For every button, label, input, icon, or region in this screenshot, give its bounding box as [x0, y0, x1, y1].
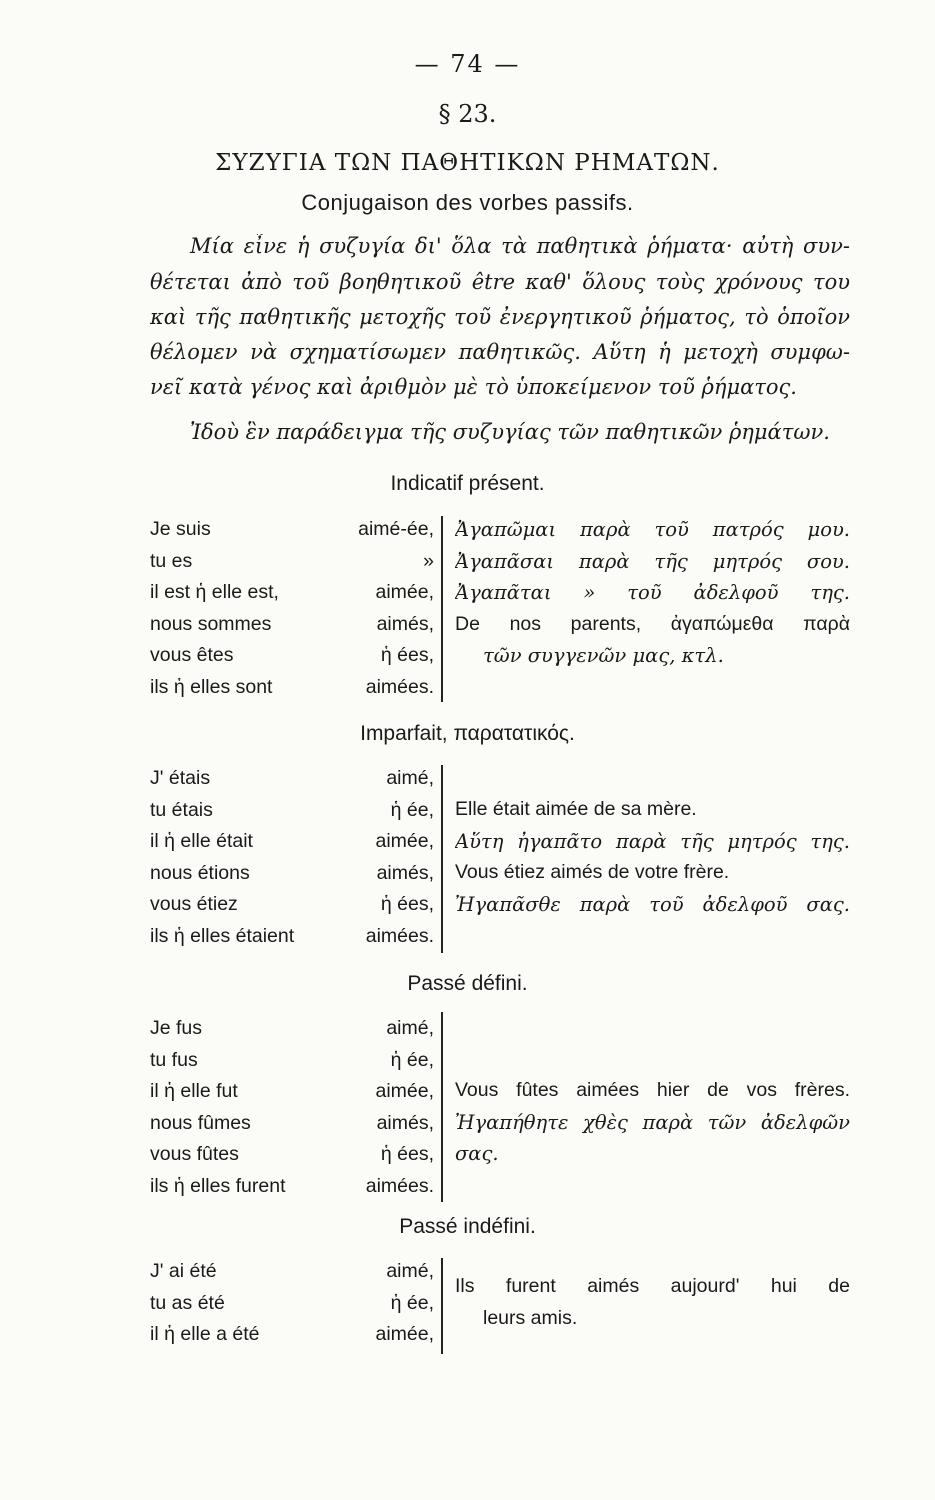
participle-form: ἡ ées, [380, 893, 434, 915]
conjugation-row [150, 613, 440, 645]
participle-form: ἡ ée, [390, 798, 434, 821]
example-line: Vous étiez aimés de votre frère. [455, 861, 730, 883]
examples-imparfait [455, 798, 850, 924]
example-line: Ἠγαπήθητε χθὲς παρὰ τῶν ἀδελφῶν [455, 1110, 850, 1134]
pronoun-verb: J' étais [150, 767, 211, 789]
pronoun-verb: il est ἡ elle est, [150, 581, 279, 603]
conjugation-row [150, 581, 440, 613]
pronoun-verb: tu as été [150, 1291, 225, 1314]
conjugation-table-present [150, 518, 440, 707]
example-line: σας. [455, 1142, 499, 1165]
pronoun-verb: il ἡ elle fut [150, 1080, 238, 1102]
pronoun-verb: tu fus [150, 1048, 198, 1071]
participle-form: aimé, [386, 1260, 434, 1282]
participle-form: aimées. [365, 1174, 434, 1197]
section-number: § 23. [438, 100, 497, 128]
conjugation-row [150, 1143, 440, 1175]
conjugation-row [150, 676, 440, 708]
examples-passe-defini [455, 1079, 850, 1174]
participle-form: aimée, [375, 1323, 434, 1345]
example-line: Ἀγαπῶμαι παρὰ τοῦ πατρός μου. [455, 518, 850, 541]
pronoun-verb: vous étiez [150, 893, 238, 915]
example-line: Ἠγαπᾶσθε παρὰ τοῦ ἀδελφοῦ σας. [455, 892, 850, 916]
tense-title-passe-indefini: Passé indéfini. [399, 1215, 536, 1238]
participle-form: ἡ ée, [390, 1291, 434, 1314]
pronoun-verb: J' ai été [150, 1260, 217, 1282]
conjugation-row [150, 1112, 440, 1144]
example-line: Ἀγαπᾶσαι παρὰ τῆς μητρός σου. [455, 549, 850, 573]
conjugation-row [150, 1017, 440, 1049]
example-line: Αὕτη ἠγαπᾶτο παρὰ τῆς μητρός της. [455, 829, 850, 853]
intro-line: θέτεται ἀπὸ τοῦ βοηθητικοῦ être καθ' ὅλους τοὺς χρόνους του [150, 270, 850, 294]
pronoun-verb: il ἡ elle était [150, 830, 253, 852]
pronoun-verb: Je fus [150, 1017, 203, 1039]
participle-form: aimées. [365, 924, 434, 947]
participle-form: aimées. [365, 675, 434, 698]
intro-line: Μία εἶνε ἡ συζυγία δι' ὅλα τὰ παθητικὰ ῥήματα· αὐτὴ συν- [190, 234, 850, 258]
intro-line: θέλομεν νὰ σχηματίσωμεν παθητικῶς. Αὕτη ἡ μετοχὴ συμφω- [150, 340, 850, 364]
tense-title-imparfait: Imparfait, παρατατικός. [360, 722, 575, 745]
conjugation-row [150, 1292, 440, 1324]
conjugation-row [150, 893, 440, 925]
conjugation-row [150, 1049, 440, 1081]
pronoun-verb: vous êtes [150, 644, 234, 666]
column-divider [441, 1258, 443, 1354]
conjugation-row [150, 1080, 440, 1112]
participle-form: aimé, [386, 1017, 434, 1039]
pronoun-verb: Je suis [150, 518, 211, 540]
pronoun-verb: ils ἡ elles furent [150, 1174, 286, 1197]
conjugation-row [150, 767, 440, 799]
participle-form: aimée, [375, 1080, 434, 1102]
greek-chapter-title: ΣΥΖΥΓΙΑ ΤΩΝ ΠΑΘΗΤΙΚΩΝ ΡΗΜΑΤΩΝ. [215, 150, 720, 176]
participle-form: aimé, [386, 767, 434, 789]
conjugation-row [150, 862, 440, 894]
participle-form: aimés, [376, 1111, 434, 1134]
participle-form: ἡ ées, [380, 644, 434, 666]
participle-form: ἡ ées, [380, 1143, 434, 1165]
example-line: τῶν συγγενῶν μας, κτλ. [483, 644, 724, 667]
conjugation-row [150, 518, 440, 550]
example-line: Vous fûtes aimées hier de vos frères. [455, 1079, 850, 1101]
conjugation-row [150, 550, 440, 582]
intro-example-line: Ἰδοὺ ἓν παράδειγμα τῆς συζυγίας τῶν παθητικῶν ῥημάτων. [190, 420, 830, 444]
examples-passe-indefini [455, 1275, 850, 1338]
intro-line: καὶ τῆς παθητικῆς μετοχῆς τοῦ ἐνεργητικοῦ ῥήματος, τὸ ὁποῖον [150, 305, 850, 329]
pronoun-verb: ils ἡ elles étaient [150, 924, 295, 947]
example-line: De nos parents, ἀγαπώμεθα παρὰ [455, 612, 850, 635]
conjugation-row [150, 799, 440, 831]
conjugation-row [150, 1175, 440, 1207]
conjugation-row [150, 925, 440, 957]
example-line: Elle était aimée de sa mère. [455, 798, 697, 820]
conjugation-table-imparfait [150, 767, 440, 956]
pronoun-verb: tu étais [150, 798, 213, 821]
conjugation-table-passe-defini [150, 1017, 440, 1206]
participle-form: aimée, [375, 581, 434, 603]
participle-form: aimés, [376, 612, 434, 635]
column-divider [441, 516, 443, 702]
tense-title-passe-defini: Passé défini. [407, 972, 528, 995]
pronoun-verb: nous sommes [150, 612, 272, 635]
page-number: — 74 — [414, 50, 521, 78]
pronoun-verb: nous étions [150, 861, 250, 884]
participle-form: ἡ ée, [390, 1048, 434, 1071]
column-divider [441, 765, 443, 953]
intro-line: νεῖ κατὰ γένος καὶ ἀριθμὸν μὲ τὸ ὑποκείμενον τοῦ ῥήματος. [150, 375, 797, 399]
example-line: Ἀγαπᾶται » τοῦ ἀδελφοῦ της. [455, 581, 850, 604]
participle-form: aimés, [376, 861, 434, 884]
example-line: leurs amis. [483, 1306, 578, 1329]
example-line: Ils furent aimés aujourd' hui de [455, 1275, 850, 1297]
pronoun-verb: nous fûmes [150, 1111, 251, 1134]
conjugation-table-passe-indefini [150, 1260, 440, 1355]
pronoun-verb: vous fûtes [150, 1143, 239, 1165]
french-chapter-title: Conjugaison des vorbes passifs. [301, 190, 634, 215]
pronoun-verb: ils ἡ elles sont [150, 675, 273, 698]
conjugation-row [150, 644, 440, 676]
pronoun-verb: tu es [150, 549, 193, 572]
tense-title-indicatif-present: Indicatif présent. [390, 472, 545, 495]
column-divider [441, 1012, 443, 1202]
examples-present [455, 518, 850, 676]
conjugation-row [150, 1260, 440, 1292]
participle-form: » [423, 549, 434, 572]
pronoun-verb: il ἡ elle a été [150, 1323, 260, 1345]
conjugation-row [150, 1323, 440, 1355]
conjugation-row [150, 830, 440, 862]
participle-form: aimé-ée, [358, 518, 434, 540]
participle-form: aimée, [375, 830, 434, 852]
